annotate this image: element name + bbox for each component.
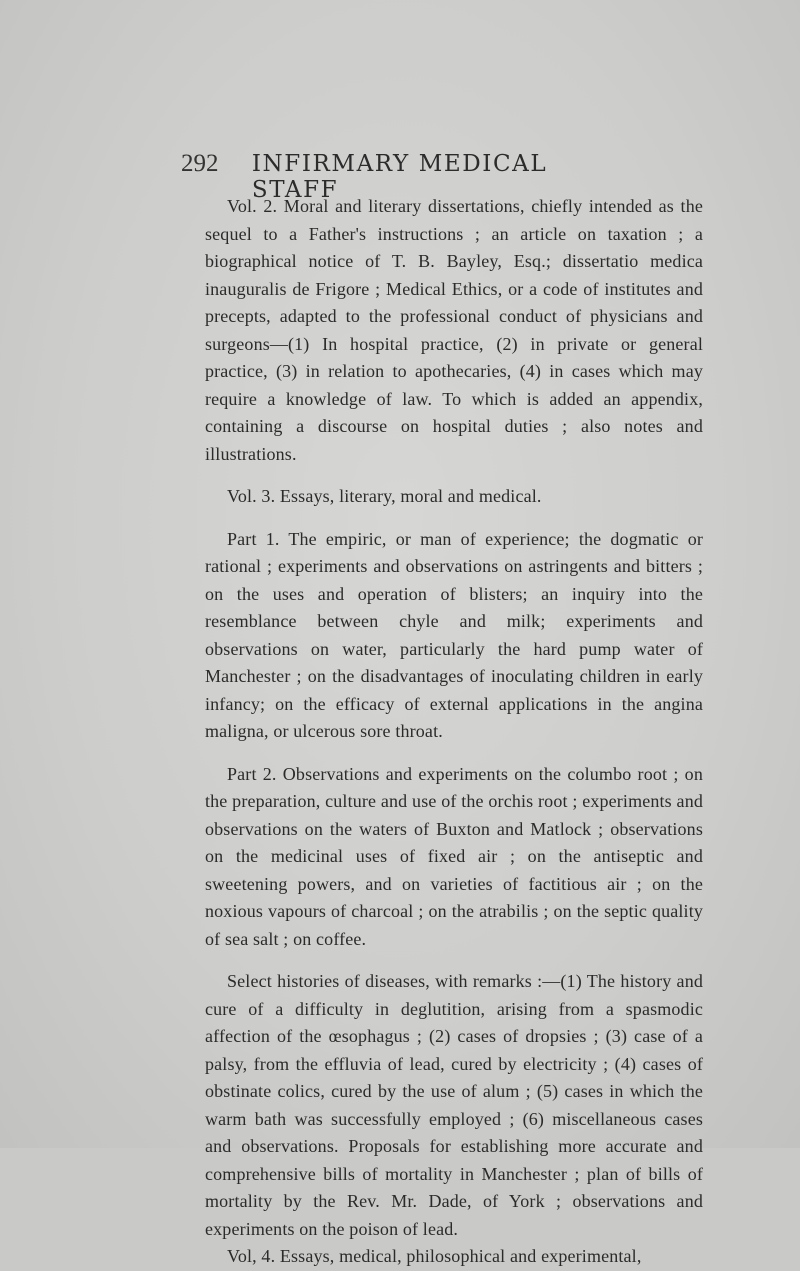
paragraph-select-histories: Select histories of diseases, with remarks :—(1) The history and cure of a difficulty in deglutition, arising from a spasmodic affection of the œsophagus ; (2) cases of dropsies ; (3) case of a palsy, from the effluvia of lead, cured by electricity ; (4) cases of obstinate colics, cured by the use of alum ; (5) cases in which the warm bath was successfully employed ; (6) miscellaneous cases and observations. Proposals for establishing more accurate and comprehensive bills of mortality in Manchester ; plan of bills of mortality by the Rev. Mr. Dade, of York ; observations and experiments on the poison of lead.	[205, 971, 703, 1239]
paragraph-vol-2: Vol. 2. Moral and literary dissertations, chiefly intended as the sequel to a Father's instructions ; an article on taxation ; a biographical notice of T. B. Bayley, Esq.; dissertatio medica inauguralis de Frigore ; Medical Ethics, or a code of institutes and precepts, adapted to the professional conduct of physicians and surgeons—(1) In hospital practice, (2) in private or general practice, (3) in relation to apothecaries, (4) in cases which may require a knowledge of law. To which is added an appendix, containing a discourse on hospital duties ; also notes and illustrations.	[205, 196, 703, 464]
page-number: 292	[181, 150, 219, 177]
running-head	[181, 150, 621, 203]
body-text	[205, 193, 703, 1271]
paragraph-vol-4: Vol, 4. Essays, medical, philosophical and experimental,	[227, 1246, 642, 1266]
running-title: INFIRMARY MEDICAL STAFF	[251, 151, 548, 203]
paragraph-part-2: Part 2. Observations and experiments on the columbo root ; on the preparation, culture and use of the orchis root ; experiments and observations on the waters of Buxton and Matlock ; observations on the medicinal uses of fixed air ; on the antiseptic and sweetening powers, and on varieties of factitious air ; on the noxious vapours of charcoal ; on the atrabilis ; on the septic quality of sea salt ; on coffee.	[205, 763, 703, 949]
paragraph-vol-3: Vol. 3. Essays, literary, moral and medical.	[227, 486, 542, 506]
paragraph-part-1: Part 1. The empiric, or man of experience; the dogmatic or rational ; experiments and observations on astringents and bitters ; on the uses and operation of blisters; an inquiry into the resemblance between chyle and milk; experiments and observations on water, particularly the hard pump water of Manchester ; on the disadvantages of inoculating children in early infancy; on the efficacy of external applications in the angina maligna, or ulcerous sore throat.	[205, 528, 703, 741]
